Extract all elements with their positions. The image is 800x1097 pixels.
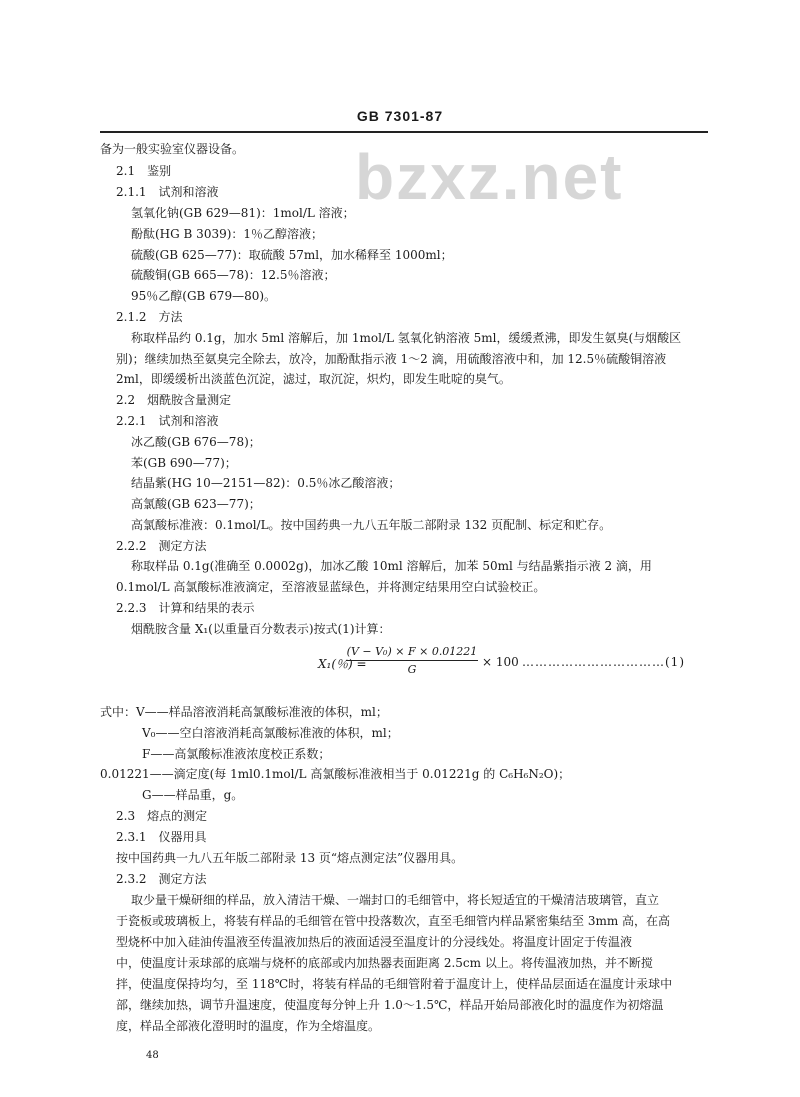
reagent-line: 酚酞(HG B 3039)：1％乙醇溶液；	[131, 227, 324, 241]
body-line: 于瓷板或玻璃板上，将装有样品的毛细管在管中投落数次，直至毛细管内样品紧密集结至 3mm 高，在高	[116, 914, 671, 928]
body-line: 型烧杯中加入硅油传温液至传温液加热后的液面适浸至温度计的分浸线处。将温度计固定于传温液	[116, 935, 633, 949]
body-line: 部，继续加热，调节升温速度，使温度每分钟上升 1.0～1.5℃，样品开始局部液化时的温度作为初熔温	[116, 998, 664, 1012]
definition-line: G——样品重，g。	[142, 788, 244, 802]
body-line: 烟酰胺含量 X₁(以重量百分数表示)按式(1)计算：	[131, 622, 391, 636]
section-heading: 2.1 鉴别	[116, 164, 172, 178]
reagent-line: 高氯酸(GB 623—77)；	[131, 497, 261, 511]
body-line: 2ml，即缓缓析出淡蓝色沉淀，滤过，取沉淀，炽灼，即发生吡啶的臭气。	[116, 372, 511, 386]
section-heading: 2.2 烟酰胺含量测定	[116, 393, 232, 407]
body-line: 取少量干燥研细的样品，放入清洁干燥、一端封口的毛细管中，将长短适宜的干燥清洁玻璃管，直立	[131, 893, 660, 907]
reagent-line: 氢氧化钠(GB 629—81)：1mol/L 溶液；	[131, 206, 355, 220]
body-line: 度，样品全部液化澄明时的温度，作为全熔温度。	[116, 1019, 381, 1033]
definition-line: F——高氯酸标准液浓度校正系数；	[142, 747, 331, 761]
body-line: 称取样品 0.1g(准确至 0.0002g)，加冰乙酸 10ml 溶解后，加苯 50ml 与结晶紫指示液 2 滴，用	[131, 559, 652, 573]
reagent-line: 结晶紫(HG 10—2151—82)：0.5％冰乙酸溶液；	[131, 476, 401, 490]
header-rule	[100, 131, 708, 133]
watermark: bzxz.net	[355, 141, 624, 213]
definition-line: V₀——空白溶液消耗高氯酸标准液的体积，ml；	[142, 726, 399, 740]
standard-code: GB 7301-87	[356, 108, 444, 124]
formula-denominator: G	[407, 663, 417, 676]
body-line: 中，使温度计汞球部的底端与烧杯的底部或内加热器表面距离 2.5cm 以上。将传温液加热，并不断搅	[116, 956, 653, 970]
reagent-line: 硫酸(GB 625—77)：取硫酸 57ml，加水稀释至 1000ml；	[131, 248, 453, 262]
body-line: 备为一般实验室仪器设备。	[100, 142, 245, 156]
section-heading: 2.3.1 仪器用具	[116, 830, 207, 844]
reagent-line: 冰乙酸(GB 676—78)；	[131, 435, 261, 449]
reagent-line: 95％乙醇(GB 679—80)。	[131, 289, 277, 303]
body-line: 别)；继续加热至氨臭完全除去，放冷，加酚酞指示液 1～2 滴，用硫酸溶液中和，加 12.5％硫酸铜溶液	[116, 352, 667, 366]
reagent-line: 硫酸铜(GB 665—78)：12.5％溶液；	[131, 268, 336, 282]
page-number: 48	[146, 1050, 159, 1061]
formula-tail: × 100	[482, 655, 519, 669]
definition-line: 式中：V——样品溶液消耗高氯酸标准液的体积，ml；	[100, 705, 388, 719]
definition-line: 0.01221——滴定度(每 1ml0.1mol/L 高氯酸标准液相当于 0.01221g 的 C₆H₆N₂O)；	[100, 767, 571, 781]
section-heading: 2.2.2 测定方法	[116, 539, 207, 553]
formula-lhs: X₁(％) =	[318, 657, 367, 671]
section-heading: 2.2.1 试剂和溶液	[116, 414, 219, 428]
fraction-bar	[346, 660, 478, 661]
equation-number: ……………………………(1)	[522, 655, 685, 669]
reagent-line: 苯(GB 690—77)；	[131, 456, 237, 470]
body-line: 按中国药典一九八五年版二部附录 13 页“熔点测定法”仪器用具。	[116, 851, 464, 865]
section-heading: 2.1.1 试剂和溶液	[116, 185, 219, 199]
body-line: 拌，使温度保持均匀，至 118℃时，将装有样品的毛细管附着于温度计上，使样品层面适在温度计汞球中	[116, 977, 673, 991]
section-heading: 2.3.2 测定方法	[116, 872, 207, 886]
body-line: 0.1mol/L 高氯酸标准液滴定，至溶液显蓝绿色，并将测定结果用空白试验校正。	[116, 580, 546, 594]
section-heading: 2.2.3 计算和结果的表示	[116, 601, 255, 615]
reagent-line: 高氯酸标准液：0.1mol/L。按中国药典一九八五年版二部附录 132 页配制、标定和贮存。	[131, 518, 612, 532]
formula-fraction	[346, 645, 478, 676]
section-heading: 2.1.2 方法	[116, 310, 183, 324]
body-line: 称取样品约 0.1g，加水 5ml 溶解后，加 1mol/L 氢氧化钠溶液 5ml，缓缓煮沸，即发生氨臭(与烟酸区	[131, 331, 682, 345]
formula-numerator: (V − V₀) × F × 0.01221	[346, 645, 478, 658]
section-heading: 2.3 熔点的测定	[116, 809, 208, 823]
